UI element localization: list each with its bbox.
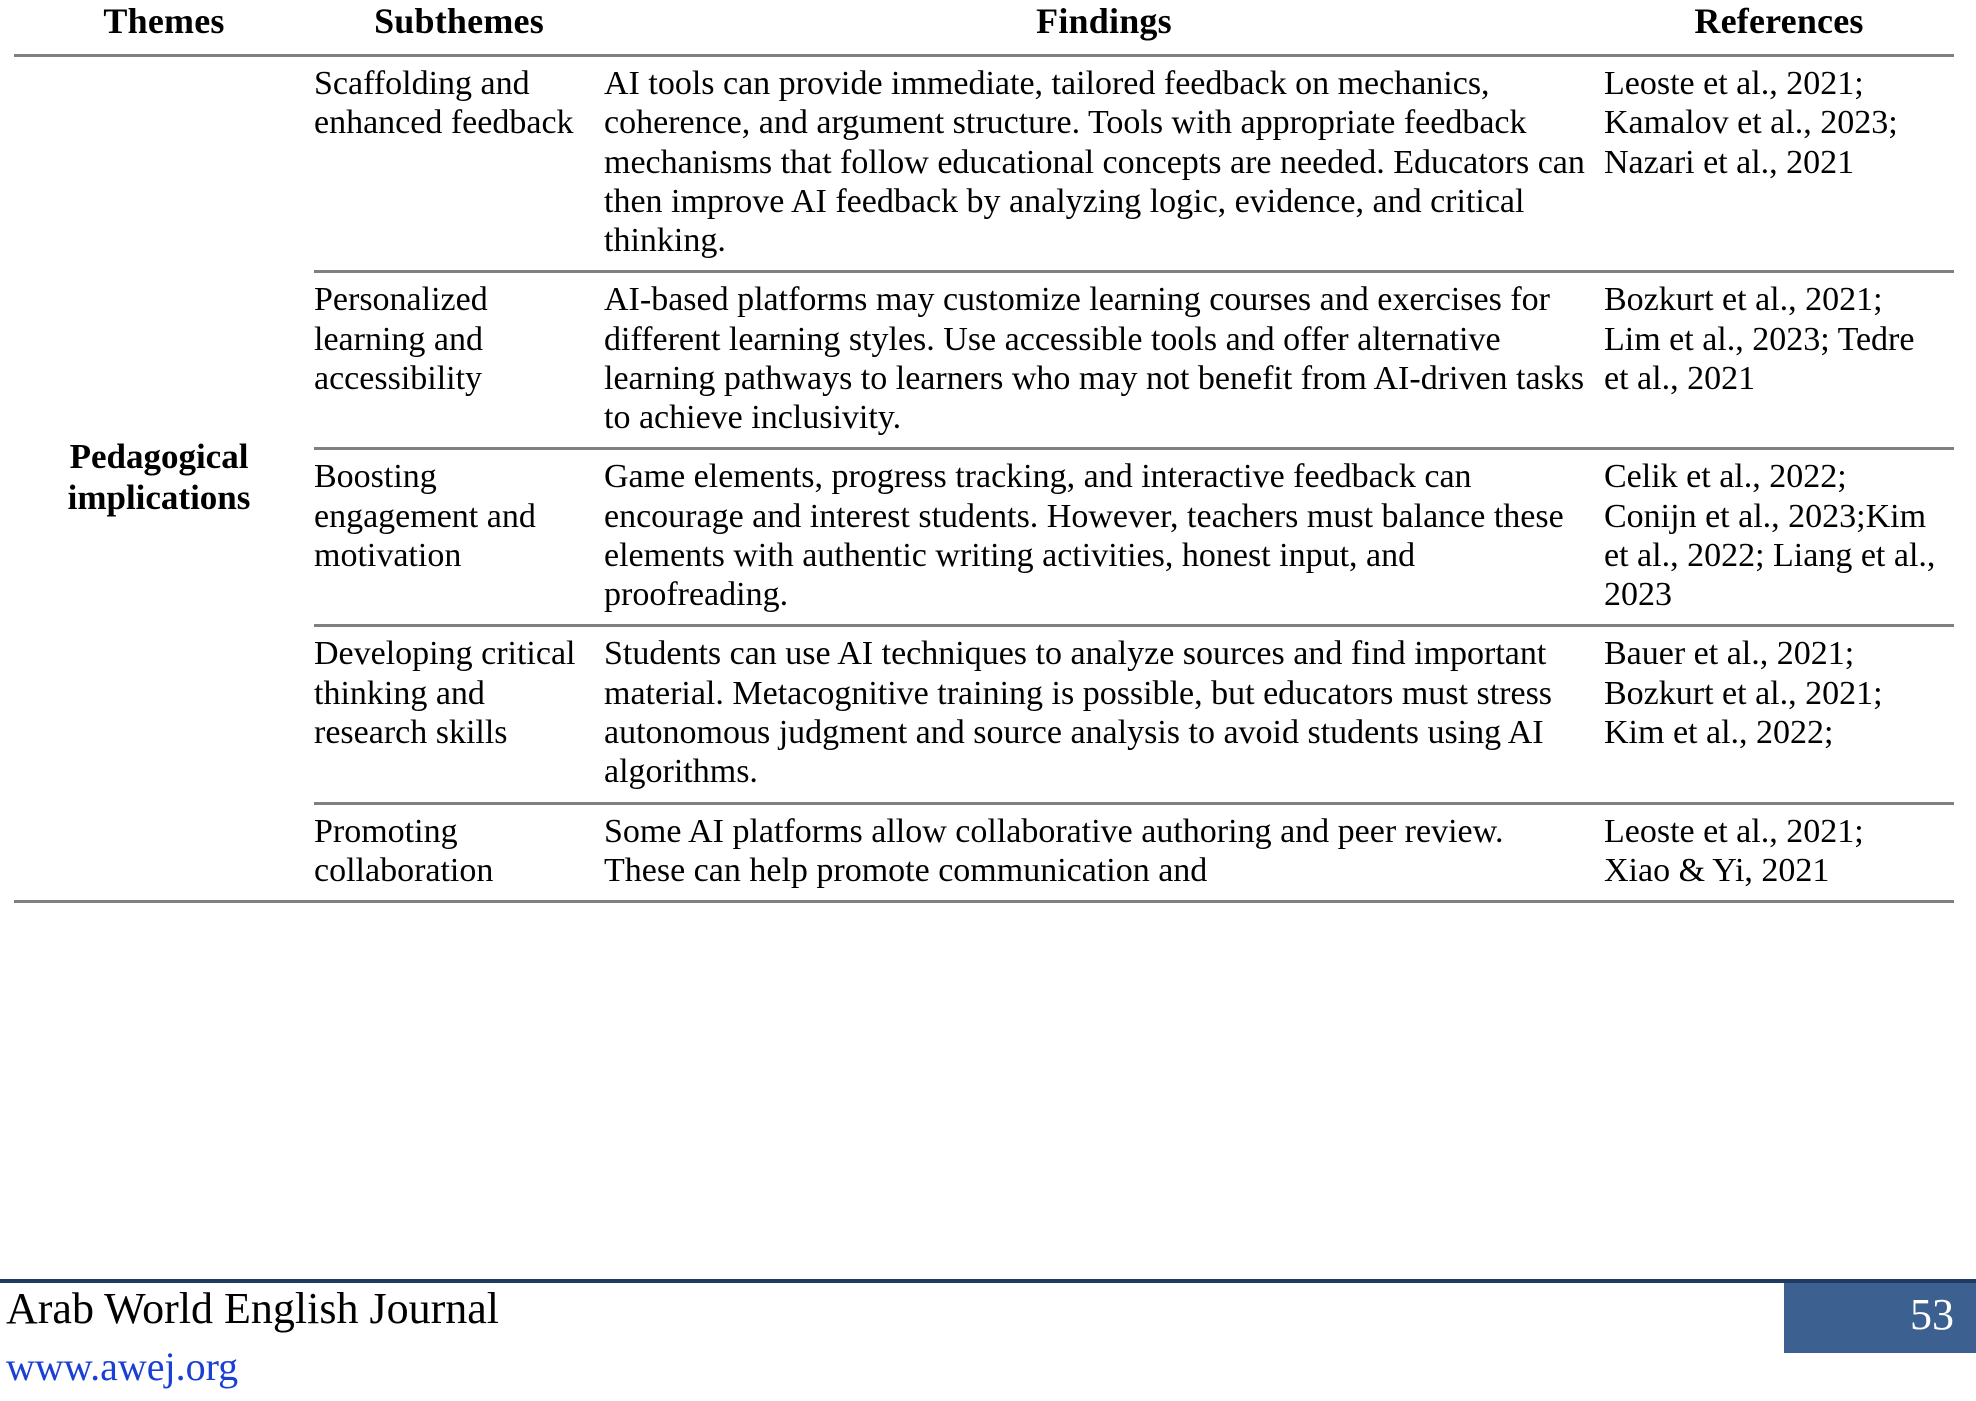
finding-cell: Some AI platforms allow collaborative authoring and peer review. These can help promote communication and (604, 803, 1604, 902)
table-header-row (14, 0, 1954, 56)
reference-cell: Celik et al., 2022; Conijn et al., 2023;Kim et al., 2022; Liang et al., 2023 (1604, 449, 1954, 626)
reference-cell: Bauer et al., 2021; Bozkurt et al., 2021; Kim et al., 2022; (1604, 626, 1954, 803)
finding-cell: Students can use AI techniques to analyze sources and find important material. Metacognitive training is possible, but educators must stress autonomous judgment and source analysis to avoid students using AI algorithms. (604, 626, 1604, 803)
reference-cell: Bozkurt et al., 2021; Lim et al., 2023; Tedre et al., 2021 (1604, 272, 1954, 449)
column-header-subthemes: Subthemes (374, 1, 544, 41)
page-footer (0, 1279, 1976, 1401)
reference-cell: Leoste et al., 2021; Xiao & Yi, 2021 (1604, 803, 1954, 902)
table-row (14, 57, 1954, 272)
table-header (14, 0, 1954, 57)
finding-cell: AI-based platforms may customize learning courses and exercises for different learning styles. Use accessible tools and offer alternative learning pathways to learners who may not benefit from AI-driven tasks to achieve inclusivity. (604, 272, 1604, 449)
subtheme-cell: Promoting collaboration (314, 803, 604, 902)
finding-cell: AI tools can provide immediate, tailored feedback on mechanics, coherence, and argument structure. Tools with appropriate feedback mechanisms that follow educational concepts are needed. Educators can then improve AI feedback by analyzing logic, evidence, and critical thinking. (604, 65, 1585, 260)
subtheme-cell: Boosting engagement and motivation (314, 449, 604, 626)
column-header-themes: Themes (103, 1, 225, 41)
theme-label-cell: Pedagogical implications (67, 436, 251, 518)
table-bottom-rule-line (14, 902, 1954, 904)
journal-name: Arab World English Journal (6, 1284, 500, 1333)
subtheme-cell: Developing critical thinking and research skills (314, 626, 604, 803)
subtheme-cell: Personalized learning and accessibility (314, 272, 604, 449)
column-header-findings: Findings (1036, 1, 1172, 41)
finding-cell: Game elements, progress tracking, and interactive feedback can encourage and interest students. However, teachers must balance these elements with authentic writing activities, honest input, and proofreading. (604, 449, 1604, 626)
subtheme-cell: Scaffolding and enhanced feedback (314, 65, 574, 142)
table-body (14, 57, 1954, 903)
table-bottom-rule (14, 902, 1954, 904)
reference-cell: Leoste et al., 2021; Kamalov et al., 2023; Nazari et al., 2021 (1604, 65, 1898, 181)
findings-table (14, 0, 1954, 903)
column-header-references: References (1694, 1, 1864, 41)
journal-url-link[interactable]: www.awej.org (6, 1344, 239, 1389)
footer-content (0, 1283, 1976, 1401)
page-number-badge: 53 (1784, 1283, 1976, 1353)
